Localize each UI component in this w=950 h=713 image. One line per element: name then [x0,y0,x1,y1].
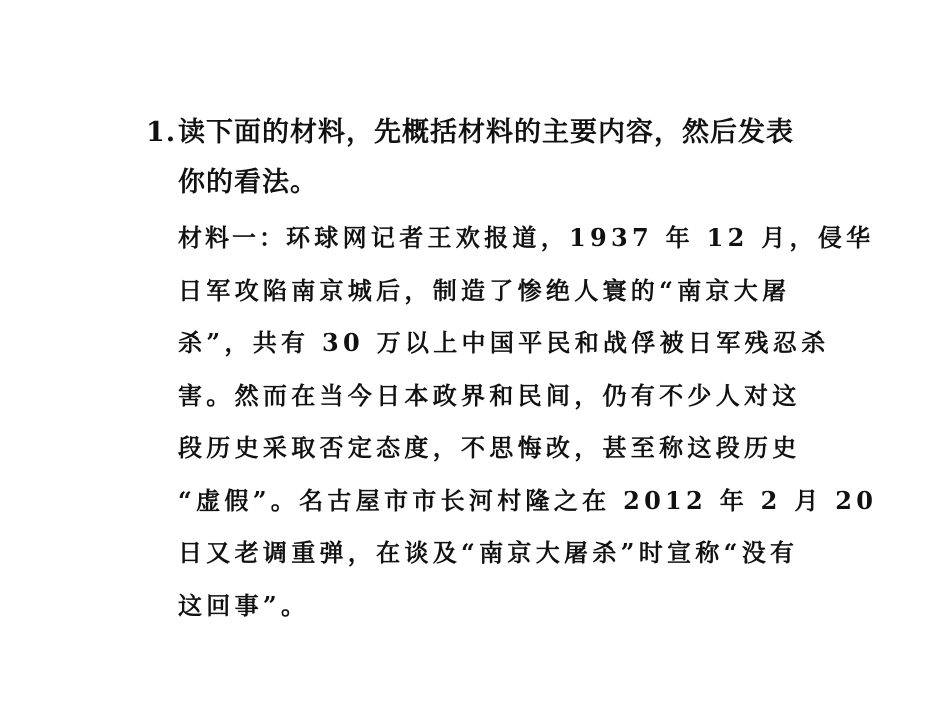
question-line-2 [146,158,806,208]
material-one [146,212,878,632]
question-text-line-1: 读下面的材料，先概括材料的主要内容，然后发表 [178,117,794,148]
question-line-1 [146,108,806,158]
material-line: 日军攻陷南京城后，制造了惨绝人寰的“南京大屠 [178,275,791,305]
material-line: 杀”，共有 30 万以上中国平民和战俘被日军残忍杀 [178,328,830,357]
material-label: 材料一： [178,223,286,252]
material-line [178,212,875,265]
question-text-line-2: 你的看法。 [178,167,318,198]
material-line: 害。然而在当今日本政界和民间，仍有不少人对这 [178,380,801,410]
question-number: 1. [146,117,177,148]
material-text: 环球网记者王欢报道，1937 年 12 月，侵华 [286,223,875,252]
material-line: “虚假”。名古屋市市长河村隆之在 2012 年 2 月 20 [178,485,878,515]
material-line: 这回事”。 [178,590,310,620]
material-line: 段历史采取否定态度，不思悔改，甚至称这段历史 [178,433,801,462]
question-block [146,108,878,632]
material-line: 日又老调重弹，在谈及“南京大屠杀”时宣称“没有 [178,538,799,567]
